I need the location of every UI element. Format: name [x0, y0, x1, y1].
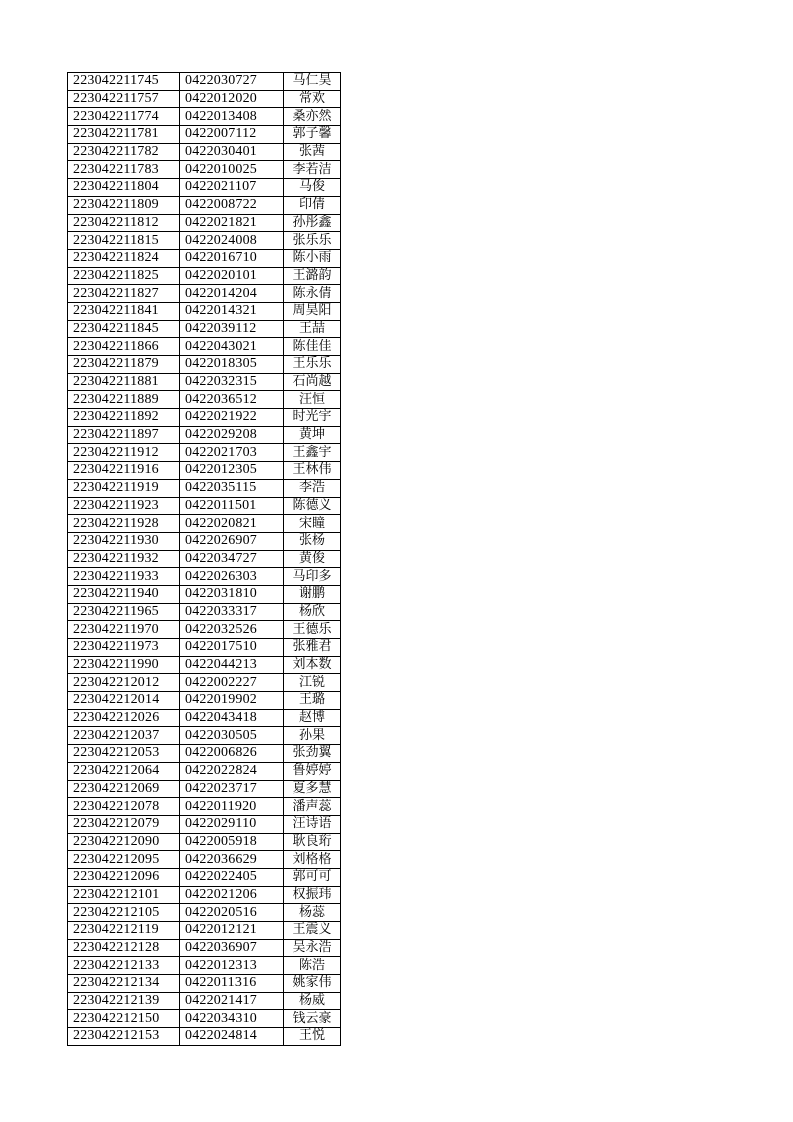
student-list-table	[67, 72, 341, 1046]
table-row	[68, 214, 341, 232]
exam-number-cell: 0422012121	[180, 922, 284, 940]
student-id-cell: 223042211841	[68, 302, 180, 320]
student-name-cell: 黄坤	[284, 426, 341, 444]
table-row	[68, 957, 341, 975]
exam-number-cell: 0422024814	[180, 1028, 284, 1046]
student-name-cell: 时光宇	[284, 409, 341, 427]
table-row	[68, 674, 341, 692]
exam-number-cell: 0422033317	[180, 603, 284, 621]
student-name-cell: 常欢	[284, 90, 341, 108]
student-name-cell: 郭可可	[284, 868, 341, 886]
student-id-cell: 223042211879	[68, 356, 180, 374]
table-row	[68, 426, 341, 444]
student-id-cell: 223042211916	[68, 462, 180, 480]
student-name-cell: 钱云豪	[284, 1010, 341, 1028]
student-id-cell: 223042212064	[68, 762, 180, 780]
exam-number-cell: 0422016710	[180, 249, 284, 267]
student-name-cell: 杨欣	[284, 603, 341, 621]
student-name-cell: 陈浩	[284, 957, 341, 975]
student-name-cell: 陈德义	[284, 497, 341, 515]
exam-number-cell: 0422036629	[180, 851, 284, 869]
table-row	[68, 833, 341, 851]
table-row	[68, 232, 341, 250]
student-name-cell: 杨威	[284, 992, 341, 1010]
exam-number-cell: 0422012313	[180, 957, 284, 975]
exam-number-cell: 0422044213	[180, 656, 284, 674]
table-row	[68, 373, 341, 391]
student-name-cell: 王璐	[284, 692, 341, 710]
exam-number-cell: 0422023717	[180, 780, 284, 798]
student-name-cell: 汪恒	[284, 391, 341, 409]
student-name-cell: 赵博	[284, 709, 341, 727]
student-id-cell: 223042211928	[68, 515, 180, 533]
student-id-cell: 223042211933	[68, 568, 180, 586]
student-name-cell: 石尚越	[284, 373, 341, 391]
student-id-cell: 223042211912	[68, 444, 180, 462]
student-id-cell: 223042211827	[68, 285, 180, 303]
student-id-cell: 223042211781	[68, 126, 180, 144]
student-id-cell: 223042212095	[68, 851, 180, 869]
student-id-cell: 223042212037	[68, 727, 180, 745]
exam-number-cell: 0422021703	[180, 444, 284, 462]
student-name-cell: 马仁昊	[284, 73, 341, 91]
student-name-cell: 王震义	[284, 922, 341, 940]
student-list-body	[68, 73, 341, 1046]
table-row	[68, 798, 341, 816]
exam-number-cell: 0422030505	[180, 727, 284, 745]
exam-number-cell: 0422029208	[180, 426, 284, 444]
student-name-cell: 耿良珩	[284, 833, 341, 851]
exam-number-cell: 0422039112	[180, 320, 284, 338]
table-row	[68, 532, 341, 550]
student-name-cell: 王鑫宇	[284, 444, 341, 462]
student-id-cell: 223042211965	[68, 603, 180, 621]
student-id-cell: 223042211940	[68, 585, 180, 603]
student-name-cell: 桑亦然	[284, 108, 341, 126]
table-row	[68, 409, 341, 427]
exam-number-cell: 0422029110	[180, 815, 284, 833]
student-id-cell: 223042211932	[68, 550, 180, 568]
table-row	[68, 975, 341, 993]
student-id-cell: 223042212139	[68, 992, 180, 1010]
student-id-cell: 223042211970	[68, 621, 180, 639]
table-row	[68, 479, 341, 497]
student-id-cell: 223042211923	[68, 497, 180, 515]
table-row	[68, 727, 341, 745]
student-id-cell: 223042211930	[68, 532, 180, 550]
student-name-cell: 汪诗语	[284, 815, 341, 833]
table-row	[68, 709, 341, 727]
student-id-cell: 223042211866	[68, 338, 180, 356]
exam-number-cell: 0422011920	[180, 798, 284, 816]
exam-number-cell: 0422021922	[180, 409, 284, 427]
exam-number-cell: 0422005918	[180, 833, 284, 851]
student-name-cell: 张杨	[284, 532, 341, 550]
exam-number-cell: 0422026303	[180, 568, 284, 586]
table-row	[68, 992, 341, 1010]
exam-number-cell: 0422011316	[180, 975, 284, 993]
student-name-cell: 王悦	[284, 1028, 341, 1046]
student-id-cell: 223042211782	[68, 143, 180, 161]
student-name-cell: 孙彤鑫	[284, 214, 341, 232]
student-id-cell: 223042212128	[68, 939, 180, 957]
student-id-cell: 223042212069	[68, 780, 180, 798]
exam-number-cell: 0422012305	[180, 462, 284, 480]
table-row	[68, 762, 341, 780]
student-id-cell: 223042212012	[68, 674, 180, 692]
student-name-cell: 宋瞳	[284, 515, 341, 533]
exam-number-cell: 0422011501	[180, 497, 284, 515]
student-id-cell: 223042211892	[68, 409, 180, 427]
exam-number-cell: 0422030401	[180, 143, 284, 161]
table-row	[68, 267, 341, 285]
exam-number-cell: 0422021821	[180, 214, 284, 232]
table-row	[68, 568, 341, 586]
table-row	[68, 196, 341, 214]
table-row	[68, 550, 341, 568]
student-id-cell: 223042211919	[68, 479, 180, 497]
table-row	[68, 851, 341, 869]
table-row	[68, 497, 341, 515]
exam-number-cell: 0422024008	[180, 232, 284, 250]
table-row	[68, 179, 341, 197]
exam-number-cell: 0422021107	[180, 179, 284, 197]
student-name-cell: 刘本数	[284, 656, 341, 674]
student-id-cell: 223042211745	[68, 73, 180, 91]
table-row	[68, 692, 341, 710]
student-name-cell: 黄俊	[284, 550, 341, 568]
exam-number-cell: 0422014204	[180, 285, 284, 303]
student-name-cell: 王德乐	[284, 621, 341, 639]
student-name-cell: 张雅君	[284, 639, 341, 657]
student-name-cell: 马印多	[284, 568, 341, 586]
student-id-cell: 223042212026	[68, 709, 180, 727]
table-row	[68, 462, 341, 480]
exam-number-cell: 0422034310	[180, 1010, 284, 1028]
student-name-cell: 李浩	[284, 479, 341, 497]
student-id-cell: 223042211804	[68, 179, 180, 197]
exam-number-cell: 0422021206	[180, 886, 284, 904]
student-id-cell: 223042212134	[68, 975, 180, 993]
exam-number-cell: 0422012020	[180, 90, 284, 108]
table-row	[68, 815, 341, 833]
student-id-cell: 223042211990	[68, 656, 180, 674]
student-id-cell: 223042212150	[68, 1010, 180, 1028]
table-row	[68, 1010, 341, 1028]
exam-number-cell: 0422022405	[180, 868, 284, 886]
exam-number-cell: 0422043418	[180, 709, 284, 727]
student-name-cell: 杨蕊	[284, 904, 341, 922]
student-id-cell: 223042212079	[68, 815, 180, 833]
student-id-cell: 223042212096	[68, 868, 180, 886]
student-id-cell: 223042212133	[68, 957, 180, 975]
table-row	[68, 745, 341, 763]
student-id-cell: 223042211824	[68, 249, 180, 267]
student-name-cell: 马俊	[284, 179, 341, 197]
exam-number-cell: 0422036512	[180, 391, 284, 409]
exam-number-cell: 0422034727	[180, 550, 284, 568]
table-row	[68, 285, 341, 303]
student-name-cell: 夏多慧	[284, 780, 341, 798]
exam-number-cell: 0422008722	[180, 196, 284, 214]
student-name-cell: 吴永浩	[284, 939, 341, 957]
table-row	[68, 639, 341, 657]
table-row	[68, 621, 341, 639]
exam-number-cell: 0422043021	[180, 338, 284, 356]
student-name-cell: 孙果	[284, 727, 341, 745]
table-row	[68, 356, 341, 374]
table-row	[68, 868, 341, 886]
student-name-cell: 王喆	[284, 320, 341, 338]
table-row	[68, 302, 341, 320]
student-id-cell: 223042212119	[68, 922, 180, 940]
table-row	[68, 904, 341, 922]
student-id-cell: 223042211897	[68, 426, 180, 444]
table-row	[68, 1028, 341, 1046]
table-row	[68, 939, 341, 957]
exam-number-cell: 0422032526	[180, 621, 284, 639]
student-id-cell: 223042211881	[68, 373, 180, 391]
student-id-cell: 223042211774	[68, 108, 180, 126]
student-name-cell: 王潞韵	[284, 267, 341, 285]
student-name-cell: 王乐乐	[284, 356, 341, 374]
exam-number-cell: 0422026907	[180, 532, 284, 550]
student-name-cell: 张劲翼	[284, 745, 341, 763]
exam-number-cell: 0422014321	[180, 302, 284, 320]
table-row	[68, 603, 341, 621]
exam-number-cell: 0422035115	[180, 479, 284, 497]
exam-number-cell: 0422018305	[180, 356, 284, 374]
student-name-cell: 郭子馨	[284, 126, 341, 144]
table-row	[68, 780, 341, 798]
student-id-cell: 223042211973	[68, 639, 180, 657]
student-id-cell: 223042212014	[68, 692, 180, 710]
student-id-cell: 223042212053	[68, 745, 180, 763]
exam-number-cell: 0422007112	[180, 126, 284, 144]
student-id-cell: 223042211889	[68, 391, 180, 409]
student-name-cell: 印倩	[284, 196, 341, 214]
student-name-cell: 张茜	[284, 143, 341, 161]
student-name-cell: 陈佳佳	[284, 338, 341, 356]
table-row	[68, 73, 341, 91]
exam-number-cell: 0422020101	[180, 267, 284, 285]
student-name-cell: 权振玮	[284, 886, 341, 904]
student-name-cell: 张乐乐	[284, 232, 341, 250]
student-id-cell: 223042211809	[68, 196, 180, 214]
student-id-cell: 223042211845	[68, 320, 180, 338]
exam-number-cell: 0422020516	[180, 904, 284, 922]
student-id-cell: 223042211825	[68, 267, 180, 285]
student-name-cell: 谢鹏	[284, 585, 341, 603]
student-name-cell: 陈永倩	[284, 285, 341, 303]
table-row	[68, 249, 341, 267]
exam-number-cell: 0422022824	[180, 762, 284, 780]
exam-number-cell: 0422006826	[180, 745, 284, 763]
student-name-cell: 鲁婷婷	[284, 762, 341, 780]
student-id-cell: 223042211812	[68, 214, 180, 232]
table-row	[68, 391, 341, 409]
exam-number-cell: 0422010025	[180, 161, 284, 179]
student-id-cell: 223042212078	[68, 798, 180, 816]
student-id-cell: 223042212105	[68, 904, 180, 922]
student-name-cell: 潘声蕊	[284, 798, 341, 816]
exam-number-cell: 0422032315	[180, 373, 284, 391]
table-row	[68, 585, 341, 603]
table-row	[68, 143, 341, 161]
table-row	[68, 515, 341, 533]
table-row	[68, 108, 341, 126]
student-id-cell: 223042211757	[68, 90, 180, 108]
exam-number-cell: 0422002227	[180, 674, 284, 692]
table-row	[68, 886, 341, 904]
table-row	[68, 161, 341, 179]
student-name-cell: 江锐	[284, 674, 341, 692]
table-row	[68, 922, 341, 940]
table-row	[68, 320, 341, 338]
student-id-cell: 223042212153	[68, 1028, 180, 1046]
exam-number-cell: 0422017510	[180, 639, 284, 657]
student-name-cell: 王林伟	[284, 462, 341, 480]
student-id-cell: 223042212101	[68, 886, 180, 904]
table-row	[68, 126, 341, 144]
exam-number-cell: 0422020821	[180, 515, 284, 533]
table-row	[68, 338, 341, 356]
exam-number-cell: 0422036907	[180, 939, 284, 957]
student-id-cell: 223042212090	[68, 833, 180, 851]
student-name-cell: 李若洁	[284, 161, 341, 179]
table-row	[68, 656, 341, 674]
exam-number-cell: 0422030727	[180, 73, 284, 91]
student-name-cell: 周昊阳	[284, 302, 341, 320]
student-name-cell: 刘格格	[284, 851, 341, 869]
exam-number-cell: 0422021417	[180, 992, 284, 1010]
student-id-cell: 223042211815	[68, 232, 180, 250]
student-name-cell: 姚家伟	[284, 975, 341, 993]
student-name-cell: 陈小雨	[284, 249, 341, 267]
table-row	[68, 444, 341, 462]
exam-number-cell: 0422019902	[180, 692, 284, 710]
student-id-cell: 223042211783	[68, 161, 180, 179]
exam-number-cell: 0422013408	[180, 108, 284, 126]
exam-number-cell: 0422031810	[180, 585, 284, 603]
table-row	[68, 90, 341, 108]
